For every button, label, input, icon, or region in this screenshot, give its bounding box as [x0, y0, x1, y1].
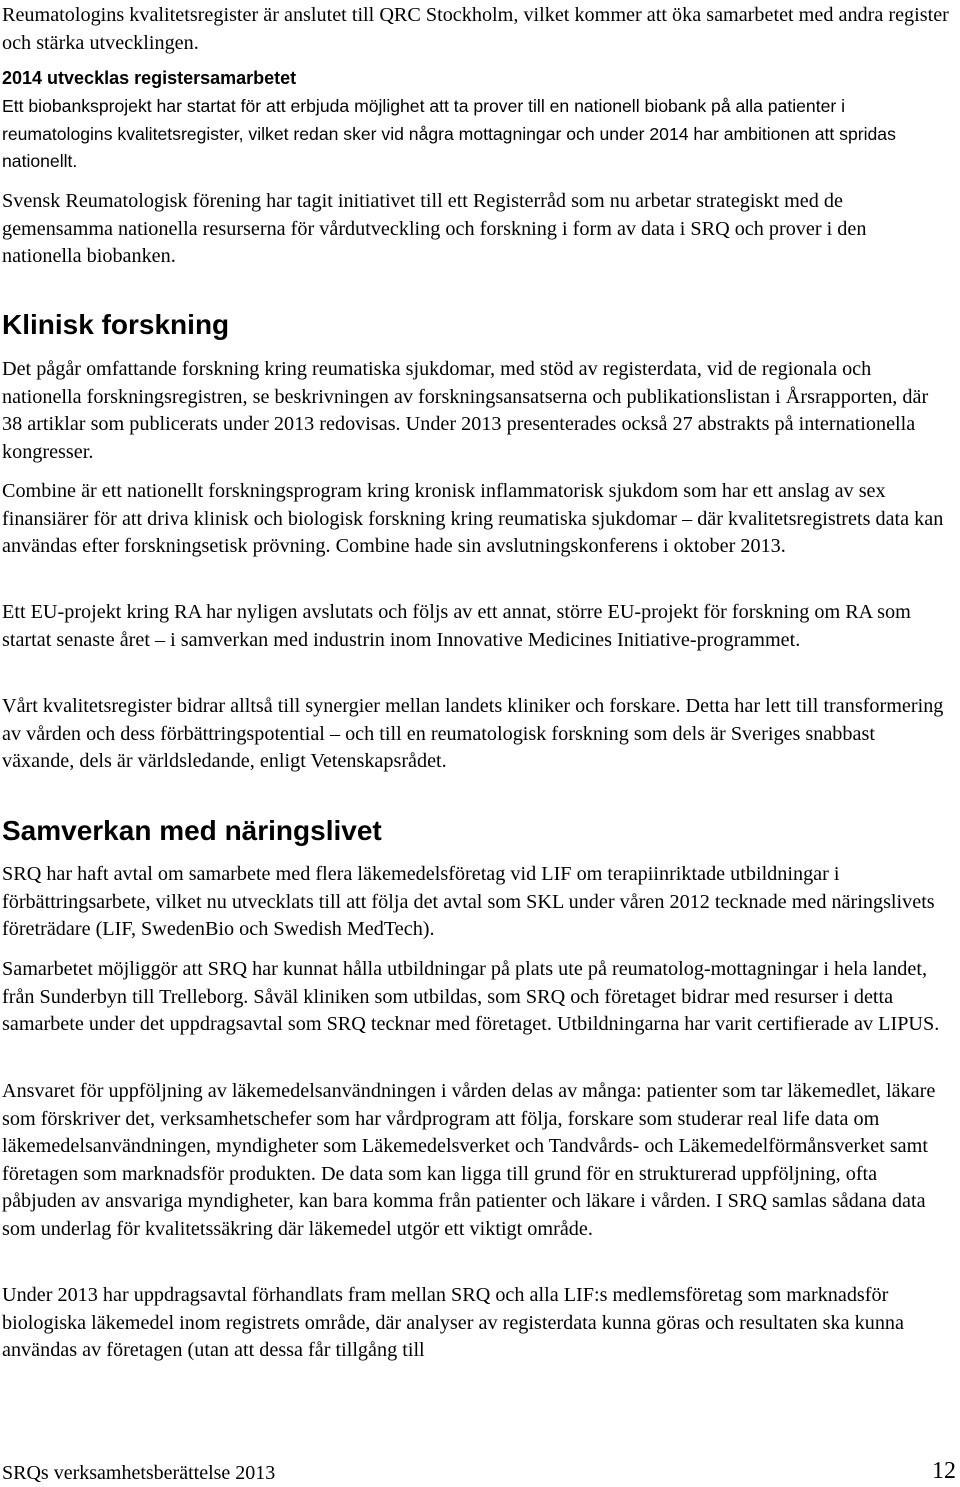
clinical-research-paragraph-2: Combine är ett nationellt forskningsprogram kring kronisk inflammatorisk sjukdom som har ett anslag av sex finansiärer för att driva klinisk och biologisk forskning kring reumatiska sjukdomar – där kvalitetsregistrets data kan användas efter forskningsetisk prövning. Combine hade sin avslutningskonferens i oktober 2013.	[2, 480, 944, 558]
clinical-research-paragraph-1: Det pågår omfattande forskning kring reumatiska sjukdomar, med stöd av registerdata, vid de regionala och nationella forskningsregistren, se beskrivningen av forskningsansatserna och publikationslistan i Årsrapporten, där 38 artiklar som publicerats under 2013 redovisas. Under 2013 presenterades också 27 abstrakts på internationella kongresser.	[2, 358, 929, 463]
clinical-research-heading: Klinisk forskning	[2, 309, 230, 340]
clinical-research-paragraph-4: Vårt kvalitetsregister bidrar alltså till synergier mellan landets kliniker och forskare. Detta har lett till transformering av vården och dess förbättringspotential – och till en reumatologisk forskning som dels är Sveriges snabbast växande, dels är världsledande, enligt Vetenskapsrådet.	[2, 695, 944, 773]
industry-paragraph-3: Ansvaret för uppföljning av läkemedelsanvändningen i vården delas av många: patienter som tar läkemedlet, läkare som förskriver det, verksamhetschefer som har vårdprogram att följa, forskare som studerar real life data om läkemedelsanvändningen, myndigheter som Läkemedelsverket och Tandvårds- och Läkemedelförmånsverket samt företagen som marknadsför produkten. De data som kan ligga till grund för en strukturerad uppföljning, ofta påbjuden av ansvariga myndigheter, kan bara komma från patienter och läkare i vården. I SRQ samlas sådana data som underlag för kvalitetssäkring där läkemedel utgör ett viktigt område.	[2, 1080, 936, 1240]
intro-paragraph: Reumatologins kvalitetsregister är anslutet till QRC Stockholm, vilket kommer att öka samarbetet med andra register och stärka utvecklingen.	[2, 4, 949, 54]
footer-title: SRQs verksamhetsberättelse 2013	[2, 1462, 276, 1484]
industry-paragraph-1: SRQ har haft avtal om samarbete med flera läkemedelsföretag vid LIF om terapiinriktade utbildningar i förbättringsarbete, vilket nu utvecklats till att följa det avtal som SKL under våren 2012 tecknade med näringslivets företrädare (LIF, SwedenBio och Swedish MedTech).	[2, 863, 935, 941]
industry-heading: Samverkan med näringslivet	[2, 815, 382, 846]
registry-collab-heading: 2014 utvecklas registersamarbetet	[2, 68, 297, 88]
registry-collab-paragraph-2: Svensk Reumatologisk förening har tagit initiativet till ett Registerråd som nu arbetar strategiskt med de gemensamma nationella resurserna för vårdutveckling och forskning i form av data i SRQ och prover i den nationella biobanken.	[2, 190, 867, 268]
industry-paragraph-2: Samarbetet möjliggör att SRQ har kunnat hålla utbildningar på plats ute på reumatolog-mottagningar i hela landet, från Sunderbyn till Trelleborg. Såväl kliniken som utbildas, som SRQ och företaget bidrar med resurser i detta samarbete under det uppdragsavtal som SRQ tecknar med företaget. Utbildningarna har varit certifierade av LIPUS.	[2, 958, 940, 1036]
industry-paragraph-4: Under 2013 har uppdragsavtal förhandlats fram mellan SRQ och alla LIF:s medlemsföretag som marknadsför biologiska läkemedel inom registrets område, där analyser av registerdata kunna göras och resultaten ska kunna användas av företagen (utan att dessa får tillgång till	[2, 1284, 904, 1362]
page-number: 12	[932, 1458, 956, 1484]
clinical-research-paragraph-3: Ett EU-projekt kring RA har nyligen avslutats och följs av ett annat, större EU-projekt för forskning om RA som startat senaste året – i samverkan med industrin inom Innovative Medicines Initiative-programmet.	[2, 601, 911, 651]
registry-collab-paragraph-1: Ett biobanksprojekt har startat för att erbjuda möjlighet att ta prover till en nationell biobank på alla patienter i reumatologins kvalitetsregister, vilket redan sker vid några mottagningar och under 2014 har ambitionen att spridas nationellt.	[2, 96, 896, 172]
